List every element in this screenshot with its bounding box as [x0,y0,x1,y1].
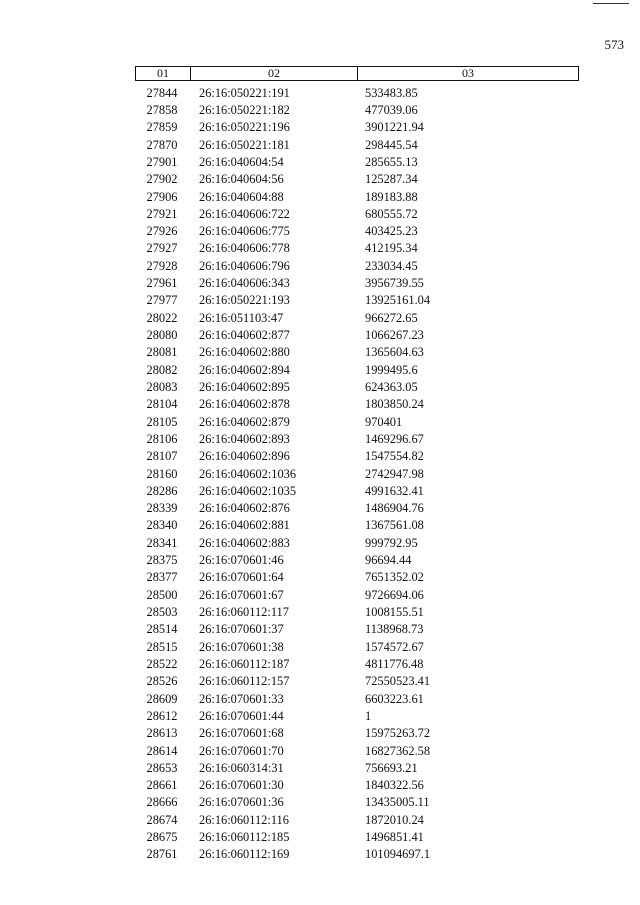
table-row [135,309,579,326]
page-number: 573 [604,37,624,52]
cell-03: 1367561.08 [365,518,424,533]
cell-03: 403425.23 [365,224,418,239]
top-rule [593,3,629,4]
cell-03: 1999495.6 [365,362,418,377]
cell-01: 27902 [146,172,178,187]
cell-01: 28761 [146,847,178,862]
cell-01: 28522 [146,656,178,671]
cell-01: 27928 [146,258,178,273]
cell-03: 412195.34 [365,241,418,256]
cell-03: 13435005.11 [365,795,430,810]
cell-01: 27870 [146,137,178,152]
cell-01: 28375 [146,553,178,568]
column-header-01: 01 [136,67,191,80]
cell-02: 26:16:070601:64 [199,570,284,585]
cell-03: 999792.95 [365,535,418,550]
cell-01: 27858 [146,102,178,117]
table-row [135,257,579,274]
cell-02: 26:16:060314:31 [199,760,284,775]
cell-01: 28341 [146,535,178,550]
table-row [135,707,579,724]
cell-03: 285655.13 [365,154,418,169]
cell-02: 26:16:070601:38 [199,639,284,654]
cell-02: 26:16:040602:894 [199,362,290,377]
table-row [135,292,579,309]
cell-03: 3956739.55 [365,276,424,291]
cell-02: 26:16:070601:44 [199,708,284,723]
cell-02: 26:16:040602:896 [199,449,290,464]
cell-01: 28500 [146,587,178,602]
cell-01: 28107 [146,449,178,464]
column-header-03: 03 [462,66,474,80]
cell-03: 15975263.72 [365,726,431,741]
cell-03: 1803850.24 [365,397,424,412]
cell-03: 2742947.98 [365,466,424,481]
cell-03: 16827362.58 [365,743,431,758]
table-row [135,378,579,395]
cell-01: 28339 [146,501,178,516]
cell-03: 624363.05 [365,379,418,394]
cell-03: 4991632.41 [365,483,424,498]
table-row [135,846,579,863]
cell-03: 1138968.73 [365,622,424,637]
cell-02: 26:16:040602:893 [199,431,290,446]
cell-01: 28614 [146,743,178,758]
cell-03: 1066267.23 [365,328,424,343]
table-row [135,119,579,136]
cell-02: 26:16:040602:895 [199,379,290,394]
cell-02: 26:16:070601:36 [199,795,284,810]
table-row [135,603,579,620]
table-row [135,274,579,291]
table-row [135,500,579,517]
cell-03: 533483.85 [365,85,418,100]
table-row [135,344,579,361]
table-row [135,448,579,465]
table-row [135,725,579,742]
cell-02: 26:16:040602:1036 [199,466,297,481]
cell-03: 101094697.1 [365,847,431,862]
cell-02: 26:16:040602:883 [199,535,290,550]
cell-03: 680555.72 [365,206,418,221]
cell-01: 27859 [146,120,178,135]
cell-03: 3901221.94 [365,120,424,135]
cell-03: 96694.44 [365,553,412,568]
cell-01: 28666 [146,795,178,810]
cell-03: 7651352.02 [365,570,424,585]
table-row [135,794,579,811]
cell-02: 26:16:040602:878 [199,397,290,412]
cell-03: 1496851.41 [365,830,424,845]
cell-02: 26:16:040602:1035 [199,483,297,498]
cell-02: 26:16:070601:67 [199,587,284,602]
cell-02: 26:16:070601:68 [199,726,284,741]
cell-02: 26:16:040606:343 [199,276,290,291]
table-header [135,66,579,81]
cell-03: 9726694.06 [365,587,424,602]
cell-01: 28104 [146,397,178,412]
cell-01: 27926 [146,224,178,239]
cell-02: 26:16:040606:775 [199,224,290,239]
cell-02: 26:16:040602:881 [199,518,290,533]
table-row [135,551,579,568]
table-row [135,655,579,672]
cell-02: 26:16:070601:70 [199,743,284,758]
cell-02: 26:16:040602:877 [199,328,290,343]
cell-03: 1840322.56 [365,778,424,793]
table-row [135,240,579,257]
cell-01: 28081 [146,345,178,360]
cell-01: 27901 [146,154,178,169]
table-row [135,828,579,845]
cell-02: 26:16:040602:879 [199,414,290,429]
cell-01: 28613 [146,726,178,741]
cell-02: 26:16:060112:157 [199,674,290,689]
cell-01: 28675 [146,830,178,845]
cell-01: 28609 [146,691,178,706]
table-row [135,326,579,343]
cell-02: 26:16:050221:181 [199,137,290,152]
cell-03: 1547554.82 [365,449,424,464]
cell-01: 27977 [146,293,178,308]
cell-03: 1469296.67 [365,431,424,446]
cell-01: 28022 [146,310,178,325]
cell-03: 1008155.51 [365,605,424,620]
table-row [135,205,579,222]
cell-02: 26:16:051103:47 [199,310,284,325]
table-row [135,101,579,118]
cell-03: 1 [365,708,372,723]
cell-01: 28083 [146,379,178,394]
cell-02: 26:16:070601:37 [199,622,284,637]
table-row [135,690,579,707]
table-row [135,586,579,603]
table-row [135,171,579,188]
table-row [135,482,579,499]
table-row [135,188,579,205]
cell-02: 26:16:060112:116 [199,812,289,827]
table-row [135,673,579,690]
cell-03: 233034.45 [365,258,418,273]
table-row [135,638,579,655]
cell-01: 28340 [146,518,178,533]
table-row [135,430,579,447]
cell-02: 26:16:040602:876 [199,501,290,516]
cell-02: 26:16:050221:196 [199,120,290,135]
cell-02: 26:16:070601:33 [199,691,284,706]
cell-02: 26:16:060112:117 [199,605,289,620]
cell-01: 27906 [146,189,178,204]
cell-01: 28503 [146,605,178,620]
cell-02: 26:16:050221:191 [199,85,290,100]
cell-03: 6603223.61 [365,691,424,706]
cell-02: 26:16:060112:185 [199,830,290,845]
table-row [135,396,579,413]
table-row [135,84,579,101]
cell-01: 27961 [146,276,178,291]
table-row [135,777,579,794]
table-row [135,517,579,534]
cell-01: 27927 [146,241,178,256]
cell-03: 1574572.67 [365,639,424,654]
table-row [135,569,579,586]
cell-02: 26:16:070601:30 [199,778,284,793]
cell-02: 26:16:040604:88 [199,189,284,204]
cell-01: 28160 [146,466,178,481]
cell-03: 13925161.04 [365,293,431,308]
cell-01: 27921 [146,206,178,221]
cell-03: 477039.06 [365,102,418,117]
cell-03: 1872010.24 [365,812,424,827]
table-row [135,361,579,378]
cell-03: 1486904.76 [365,501,424,516]
cell-01: 28514 [146,622,178,637]
cell-03: 4811776.48 [365,656,424,671]
cell-03: 72550523.41 [365,674,431,689]
table-row [135,153,579,170]
table-row [135,759,579,776]
table-row [135,136,579,153]
cell-02: 26:16:050221:193 [199,293,290,308]
cell-02: 26:16:070601:46 [199,553,284,568]
cell-01: 28377 [146,570,178,585]
cell-02: 26:16:060112:187 [199,656,290,671]
table-row [135,413,579,430]
cell-03: 756693.21 [365,760,418,775]
cell-02: 26:16:050221:182 [199,102,290,117]
cell-01: 28515 [146,639,178,654]
cell-03: 970401 [365,414,403,429]
table-body [135,84,579,863]
cell-02: 26:16:040606:778 [199,241,290,256]
cell-03: 1365604.63 [365,345,424,360]
column-header-02: 02 [191,67,358,80]
cell-01: 28105 [146,414,178,429]
cell-01: 28653 [146,760,178,775]
cell-01: 28080 [146,328,178,343]
cell-02: 26:16:040606:722 [199,206,290,221]
cell-01: 28674 [146,812,178,827]
table-row [135,223,579,240]
table-row [135,534,579,551]
cell-02: 26:16:040604:54 [199,154,284,169]
cell-02: 26:16:040606:796 [199,258,290,273]
cell-01: 28612 [146,708,178,723]
cell-03: 125287.34 [365,172,418,187]
cell-01: 28286 [146,483,178,498]
table-row [135,621,579,638]
cell-02: 26:16:040604:56 [199,172,284,187]
cell-01: 28082 [146,362,178,377]
cell-02: 26:16:040602:880 [199,345,290,360]
table-row [135,465,579,482]
table-row [135,811,579,828]
cell-01: 28526 [146,674,178,689]
cell-03: 298445.54 [365,137,418,152]
cell-03: 189183.88 [365,189,418,204]
cell-03: 966272.65 [365,310,418,325]
cell-01: 28661 [146,778,178,793]
cell-01: 27844 [146,85,178,100]
cell-02: 26:16:060112:169 [199,847,290,862]
cell-01: 28106 [146,431,178,446]
table-row [135,742,579,759]
